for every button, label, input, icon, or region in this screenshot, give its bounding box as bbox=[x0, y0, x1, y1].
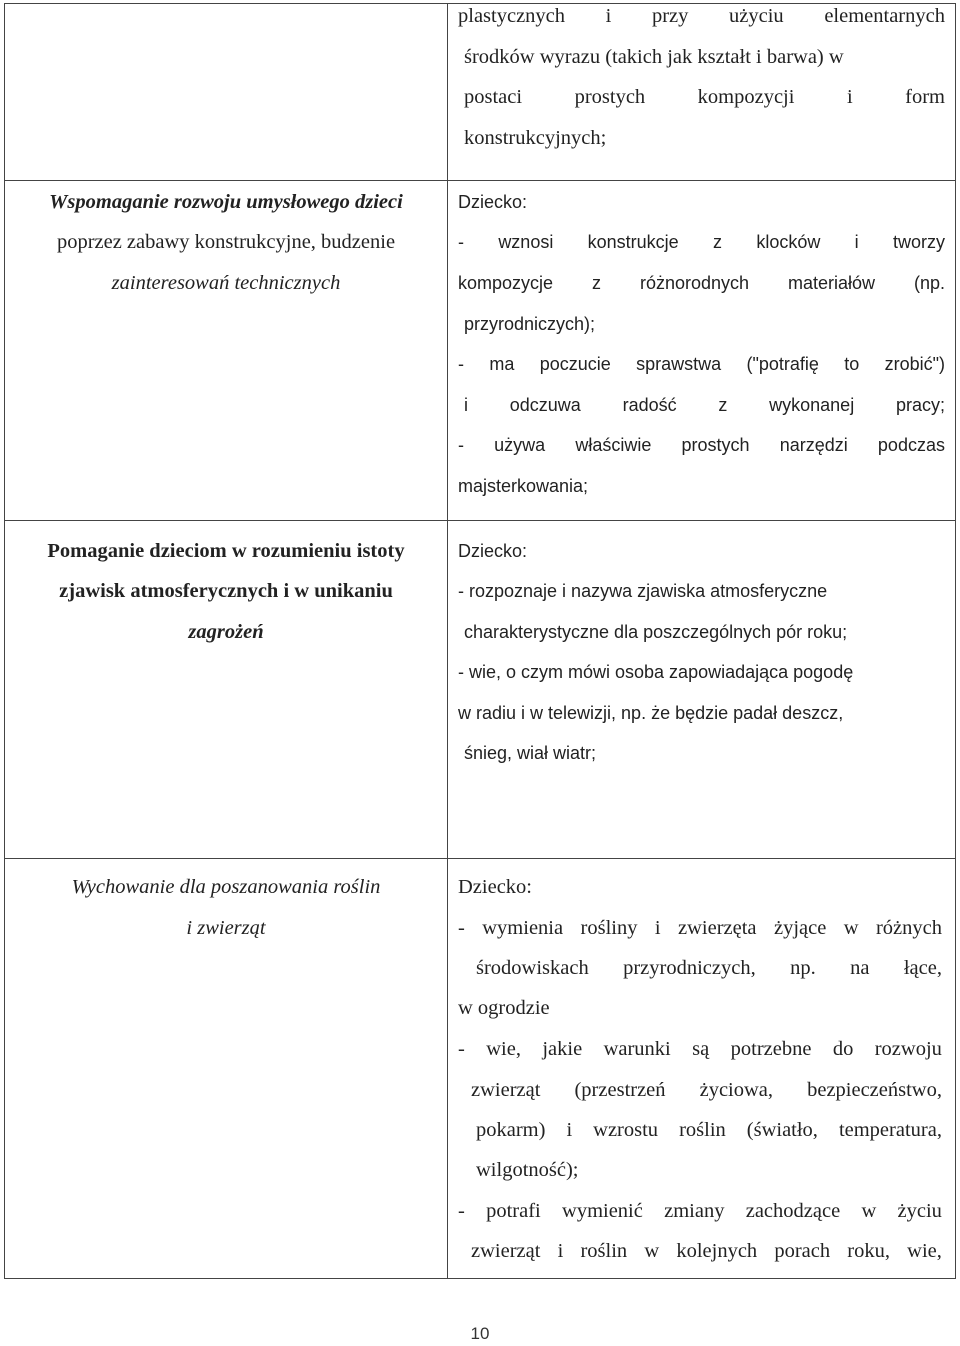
objective-line: i zwierząt bbox=[186, 917, 266, 939]
word: narzędzi bbox=[779, 435, 848, 455]
text-line: - wie, o czym mówi osoba zapowiadająca pogodę bbox=[458, 662, 854, 682]
objective-line: Pomaganie dzieciom w rozumieniu istoty bbox=[47, 540, 405, 562]
word: ("potrafię bbox=[746, 354, 819, 374]
word: łące, bbox=[903, 957, 942, 979]
text-line bbox=[458, 350, 945, 378]
word: tworzy bbox=[892, 232, 945, 252]
word: zrobić") bbox=[884, 354, 945, 374]
word: to bbox=[844, 354, 860, 374]
word: przy bbox=[651, 5, 689, 27]
text-line bbox=[471, 1076, 942, 1104]
word: kolejnych bbox=[676, 1240, 758, 1262]
word: temperatura, bbox=[838, 1119, 942, 1141]
word: życiu bbox=[897, 1200, 942, 1222]
text-line bbox=[471, 1237, 942, 1265]
text-line: w ogrodzie bbox=[458, 997, 550, 1019]
word: rozwoju bbox=[874, 1038, 942, 1060]
word: prostych bbox=[574, 86, 646, 108]
word: wykonanej bbox=[769, 395, 855, 415]
border-bottom bbox=[4, 1278, 956, 1279]
objective-line: zagrożeń bbox=[188, 621, 264, 643]
word: - bbox=[458, 1038, 465, 1060]
word: roślin bbox=[580, 1240, 628, 1262]
row-divider-1 bbox=[4, 180, 956, 181]
word: są bbox=[692, 1038, 710, 1060]
word: i bbox=[605, 5, 612, 27]
word: zwierząt bbox=[471, 1240, 541, 1262]
word: w bbox=[861, 1200, 877, 1222]
word: przyrodniczych, bbox=[623, 957, 756, 979]
word: wzrostu bbox=[593, 1119, 659, 1141]
word: elementarnych bbox=[824, 5, 945, 27]
word: poczucie bbox=[539, 354, 611, 374]
word: kompozycje bbox=[458, 273, 554, 293]
text-line: konstrukcyjnych; bbox=[464, 127, 607, 149]
word: sprawstwa bbox=[636, 354, 722, 374]
objective-line: zjawisk atmosferycznych i w unikaniu bbox=[59, 580, 393, 602]
cell-heading: Dziecko: bbox=[458, 192, 528, 212]
word: form bbox=[905, 86, 945, 108]
word: potrzebne bbox=[730, 1038, 812, 1060]
word: zachodzące bbox=[745, 1200, 841, 1222]
cell-heading: Dziecko: bbox=[458, 541, 528, 561]
word: prostych bbox=[681, 435, 750, 455]
text-line bbox=[458, 1197, 942, 1225]
word: użyciu bbox=[729, 5, 784, 27]
text-line bbox=[476, 1116, 942, 1144]
word: roślin bbox=[679, 1119, 726, 1141]
word: zmiany bbox=[664, 1200, 725, 1222]
word: - bbox=[458, 917, 465, 939]
text-line bbox=[458, 269, 945, 297]
word: np. bbox=[790, 957, 816, 979]
word: środowiskach bbox=[476, 957, 589, 979]
word: z bbox=[713, 232, 723, 252]
text-line bbox=[464, 83, 945, 111]
border-right bbox=[955, 3, 956, 1279]
word: zwierząt bbox=[471, 1079, 541, 1101]
text-line: majsterkowania; bbox=[458, 476, 589, 496]
text-line bbox=[464, 391, 945, 419]
word: i bbox=[854, 232, 859, 252]
objective-line: poprzez zabawy konstrukcyjne, budzenie bbox=[56, 231, 396, 253]
word: (np. bbox=[913, 273, 945, 293]
word: bezpieczeństwo, bbox=[807, 1079, 942, 1101]
word: radość bbox=[622, 395, 677, 415]
word: klocków bbox=[756, 232, 821, 252]
word: jakie bbox=[542, 1038, 583, 1060]
objective-line: Wspomaganie rozwoju umysłowego dzieci bbox=[49, 191, 403, 213]
word: zwierzęta bbox=[678, 917, 757, 939]
word: wymienia bbox=[482, 917, 564, 939]
word: żyjące bbox=[773, 917, 827, 939]
word: z bbox=[718, 395, 728, 415]
text-line: w radiu i w telewizji, np. że będzie padał deszcz, bbox=[458, 703, 844, 723]
text-line: wilgotność); bbox=[476, 1159, 579, 1181]
word: i bbox=[464, 395, 468, 415]
word: wie, bbox=[486, 1038, 521, 1060]
text-line: śnieg, wiał wiatr; bbox=[464, 743, 597, 763]
word: porach bbox=[774, 1240, 831, 1262]
text-line bbox=[476, 954, 942, 982]
word: w bbox=[843, 917, 859, 939]
text-line: - rozpoznaje i nazywa zjawiska atmosferyczne bbox=[458, 581, 828, 601]
word: różnorodnych bbox=[639, 273, 750, 293]
text-line: środków wyrazu (takich jak kształt i barwa) w bbox=[464, 46, 844, 68]
word: podczas bbox=[877, 435, 945, 455]
word: właściwie bbox=[575, 435, 652, 455]
word: - bbox=[458, 435, 464, 455]
text-line: przyrodniczych); bbox=[464, 314, 596, 334]
word: pokarm) bbox=[476, 1119, 546, 1141]
word: kompozycji bbox=[697, 86, 795, 108]
word: - bbox=[458, 354, 464, 374]
word: życiowa, bbox=[699, 1079, 774, 1101]
word: (światło, bbox=[746, 1119, 818, 1141]
word: potrafi bbox=[486, 1200, 541, 1222]
word: postaci bbox=[464, 86, 523, 108]
word: pracy; bbox=[895, 395, 945, 415]
word: i bbox=[846, 86, 853, 108]
word: i bbox=[654, 917, 661, 939]
page-number: 10 bbox=[470, 1324, 490, 1343]
word: wymienić bbox=[562, 1200, 643, 1222]
border-middle bbox=[447, 3, 448, 1279]
word: - bbox=[458, 232, 464, 252]
word: - bbox=[458, 1200, 465, 1222]
text-line: charakterystyczne dla poszczególnych pór roku; bbox=[464, 622, 848, 642]
text-line bbox=[458, 914, 942, 942]
row-divider-2 bbox=[4, 520, 956, 521]
objective-line: Wychowanie dla poszanowania roślin bbox=[71, 876, 381, 898]
cell-heading: Dziecko: bbox=[458, 876, 532, 898]
word: ma bbox=[489, 354, 515, 374]
word: wznosi bbox=[498, 232, 554, 252]
word: używa bbox=[494, 435, 546, 455]
word: w bbox=[644, 1240, 660, 1262]
word: rośliny bbox=[580, 917, 638, 939]
text-line bbox=[458, 2, 945, 30]
objective-line: zainteresowań technicznych bbox=[111, 272, 341, 294]
word: różnych bbox=[875, 917, 942, 939]
word: roku, bbox=[847, 1240, 890, 1262]
word: plastycznych bbox=[458, 5, 566, 27]
word: warunki bbox=[603, 1038, 671, 1060]
row-divider-3 bbox=[4, 858, 956, 859]
text-line bbox=[458, 1035, 942, 1063]
text-line bbox=[458, 228, 945, 256]
word: wie, bbox=[907, 1240, 942, 1262]
word: (przestrzeń bbox=[574, 1079, 666, 1101]
word: do bbox=[832, 1038, 854, 1060]
word: i bbox=[557, 1240, 564, 1262]
word: odczuwa bbox=[509, 395, 581, 415]
word: na bbox=[850, 957, 870, 979]
word: i bbox=[566, 1119, 573, 1141]
text-line bbox=[458, 431, 945, 459]
word: z bbox=[592, 273, 601, 293]
word: materiałów bbox=[787, 273, 876, 293]
word: konstrukcje bbox=[587, 232, 679, 252]
